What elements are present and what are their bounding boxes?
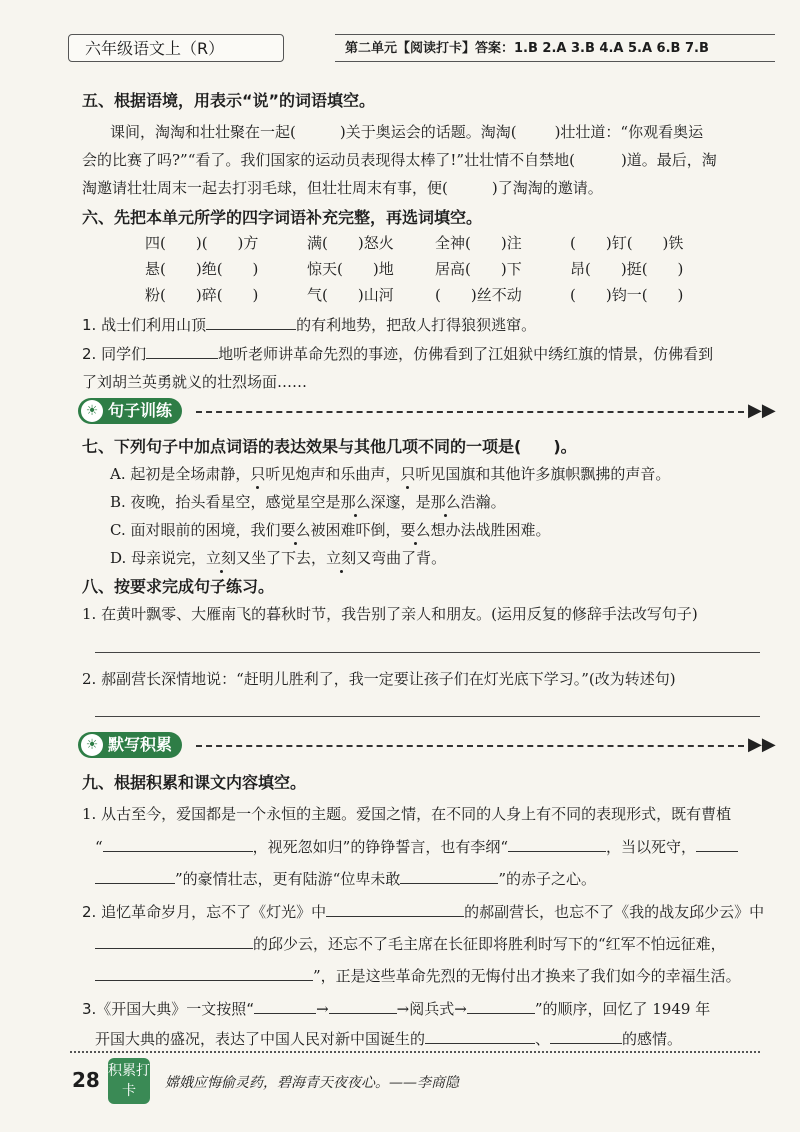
q5-line-3: 淘邀请壮壮周末一起去打羽毛球，但壮壮周末有事，便( )了淘淘的邀请。 xyxy=(82,179,603,197)
idiom-item: 气( )山河 xyxy=(307,286,394,304)
q7-option-c: C. 面对眼前的困境，我们要么被困难吓倒，要么想办法战胜困难。 xyxy=(110,521,551,539)
fill-blank[interactable] xyxy=(400,867,498,884)
section-banner-sentence xyxy=(78,398,776,426)
dashed-divider xyxy=(196,745,744,747)
lightbulb-icon: ☀ xyxy=(81,734,103,756)
dashed-divider xyxy=(196,411,744,413)
idiom-item: 全神( )注 xyxy=(435,234,522,252)
q5-title: 五、根据语境，用表示“说”的词语填空。 xyxy=(82,91,376,110)
fill-blank[interactable] xyxy=(146,342,218,359)
answer-line[interactable] xyxy=(95,716,760,717)
q6-sentence-2: 2. 同学们 地听老师讲革命先烈的事迹，仿佛看到了江姐狱中绣红旗的情景，仿佛看到 xyxy=(82,340,713,369)
fill-blank[interactable] xyxy=(550,1027,622,1044)
fill-blank[interactable] xyxy=(103,835,253,852)
fill-blank[interactable] xyxy=(425,1027,535,1044)
q7-option-a: A. 起初是全场肃静，只听见炮声和乐曲声，只听见国旗和其他许多旗帜飘拂的声音。 xyxy=(110,465,671,483)
idiom-item: ( )钉( )铁 xyxy=(570,234,684,252)
fill-blank[interactable] xyxy=(696,835,738,852)
q9-line-8: 开国大典的盛况，表达了中国人民对新中国诞生的 、 的感情。 xyxy=(95,1025,682,1054)
q9-line-2: “ ，视死忽如归”的铮铮誓言，也有李纲“ ，当以死守， xyxy=(95,833,738,862)
lightbulb-icon: ☀ xyxy=(81,400,103,422)
idiom-item: 惊天( )地 xyxy=(307,260,394,278)
q5-line-1: 课间，淘淘和壮壮聚在一起( )关于奥运会的话题。淘淘( )壮壮道：“你观看奥运 xyxy=(110,123,704,141)
accumulate-badge: 积累打卡 xyxy=(108,1058,150,1104)
fill-blank[interactable] xyxy=(508,835,606,852)
banner-pill: ☀ 默写积累 xyxy=(78,732,182,758)
q9-line-3: ”的豪情壮志，更有陆游“位卑未敢 ”的赤子之心。 xyxy=(95,865,596,894)
answer-key: 第二单元【阅读打卡】答案：1.B 2.A 3.B 4.A 5.A 6.B 7.B xyxy=(335,34,775,62)
q8-task-2: 2. 郝副营长深情地说：“赶明儿胜利了，我一定要让孩子们在灯光底下学习。”(改为转述句) xyxy=(82,670,676,688)
idiom-item: 满( )怒火 xyxy=(307,234,394,252)
fill-blank[interactable] xyxy=(329,997,397,1014)
q6-sentence-1: 1. 战士们利用山顶 的有利地势，把敌人打得狼狈逃窜。 xyxy=(82,311,536,340)
idiom-item: ( )丝不动 xyxy=(435,286,522,304)
q9-line-7: 3.《开国大典》一文按照“ → →阅兵式→ ”的顺序，回忆了 1949 年 xyxy=(82,995,710,1024)
section-banner-dictation xyxy=(78,732,776,760)
banner-pill: ☀ 句子训练 xyxy=(78,398,182,424)
q9-line-1: 1. 从古至今，爱国都是一个永恒的主题。爱国之情，在不同的人身上有不同的表现形式，既有曹植 xyxy=(82,805,732,823)
footer-quote: 嫦娥应悔偷灵药，碧海青天夜夜心。——李商隐 xyxy=(165,1075,459,1091)
q9-line-4: 2. 追忆革命岁月，忘不了《灯光》中 的郝副营长，也忘不了《我的战友邱少云》中 xyxy=(82,898,764,927)
fill-blank[interactable] xyxy=(95,932,253,949)
grade-label: 六年级语文上（R） xyxy=(68,34,284,62)
q9-title: 九、根据积累和课文内容填空。 xyxy=(82,773,307,792)
answer-line[interactable] xyxy=(95,652,760,653)
double-arrow-icon: ▶▶ xyxy=(748,400,776,421)
page-number: 28 xyxy=(72,1068,100,1092)
q5-line-2: 会的比赛了吗?”“看了。我们国家的运动员表现得太棒了!”壮壮情不自禁地( )道。最后，淘 xyxy=(82,151,717,169)
idiom-item: 悬( )绝( ) xyxy=(145,260,259,278)
fill-blank[interactable] xyxy=(467,997,535,1014)
fill-blank[interactable] xyxy=(326,900,464,917)
fill-blank[interactable] xyxy=(254,997,316,1014)
idiom-item: 粉( )碎( ) xyxy=(145,286,259,304)
fill-blank[interactable] xyxy=(95,964,313,981)
q9-line-5: 的邱少云，还忘不了毛主席在长征即将胜利时写下的“红军不怕远征难， xyxy=(95,930,726,959)
q8-title: 八、按要求完成句子练习。 xyxy=(82,577,275,596)
fill-blank[interactable] xyxy=(206,313,296,330)
q6-sentence-2-cont: 了刘胡兰英勇就义的壮烈场面…… xyxy=(82,373,308,391)
q7-title: 七、下列句子中加点词语的表达效果与其他几项不同的一项是( )。 xyxy=(82,437,577,456)
footer-divider xyxy=(70,1051,760,1053)
q7-option-b: B. 夜晚，抬头看星空，感觉星空是那么深邃，是那么浩瀚。 xyxy=(110,493,506,511)
idiom-item: ( )钧一( ) xyxy=(570,286,684,304)
q7-option-d: D. 母亲说完，立刻又坐了下去，立刻又弯曲了背。 xyxy=(110,549,447,567)
q6-title: 六、先把本单元所学的四字词语补充完整，再选词填空。 xyxy=(82,208,483,227)
idiom-item: 昂( )挺( ) xyxy=(570,260,684,278)
q8-task-1: 1. 在黄叶飘零、大雁南飞的暮秋时节，我告别了亲人和朋友。(运用反复的修辞手法改写句子) xyxy=(82,605,698,623)
q9-line-6: ”，正是这些革命先烈的无悔付出才换来了我们如今的幸福生活。 xyxy=(95,962,741,991)
fill-blank[interactable] xyxy=(95,867,175,884)
idiom-item: 居高( )下 xyxy=(435,260,522,278)
double-arrow-icon: ▶▶ xyxy=(748,734,776,755)
idiom-item: 四( )( )方 xyxy=(145,234,259,252)
